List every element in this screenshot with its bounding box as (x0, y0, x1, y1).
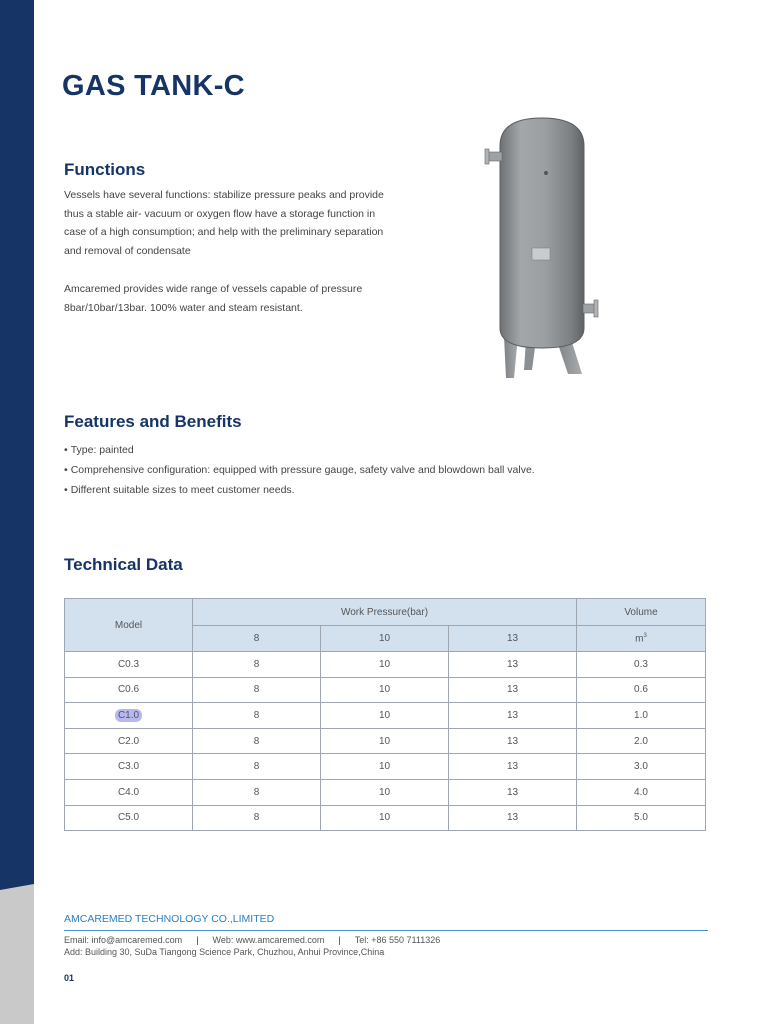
features-heading: Features and Benefits (64, 412, 242, 431)
feature-item-sizes: • Different suitable sizes to meet customer needs. (64, 484, 295, 496)
cell-p8: 8 (193, 754, 321, 780)
cell-p8: 8 (193, 677, 321, 703)
cell-p10: 10 (321, 805, 449, 831)
cell-model: C0.3 (65, 652, 193, 678)
cell-volume: 3.0 (577, 754, 706, 780)
cell-p10: 10 (321, 652, 449, 678)
footer-email: Email: info@amcaremed.com (64, 935, 183, 945)
cell-volume: 4.0 (577, 779, 706, 805)
header-work-pressure: Work Pressure(bar) (193, 599, 577, 626)
technical-data-table (64, 598, 706, 831)
cell-model: C5.0 (65, 805, 193, 831)
cell-p13: 13 (449, 677, 577, 703)
cell-p10: 10 (321, 754, 449, 780)
footer-address: Add: Building 30, SuDa Tiangong Science Park, Chuzhou, Anhui Province,China (64, 947, 385, 957)
header-volume: Volume (577, 599, 706, 626)
cell-p8: 8 (193, 779, 321, 805)
cell-volume: 5.0 (577, 805, 706, 831)
cell-p13: 13 (449, 652, 577, 678)
functions-paragraph-1: Vessels have several functions: stabilize pressure peaks and provide thus a stable air- vacuum or oxygen flow have a storage function in case of a high consumption; and help with the preliminary separation and removal of condensate (64, 189, 384, 258)
cell-volume: 2.0 (577, 728, 706, 754)
table-row (65, 728, 706, 754)
sidebar-blue-band (0, 0, 34, 1024)
cell-model: C4.0 (65, 779, 193, 805)
cell-p13: 13 (449, 805, 577, 831)
header-pressure-8: 8 (193, 626, 321, 652)
cell-p10: 10 (321, 703, 449, 729)
functions-paragraph-2: Amcaremed provides wide range of vessels capable of pressure 8bar/10bar/13bar. 100% water and steam resistant. (64, 283, 363, 314)
page-number: 01 (64, 973, 75, 983)
cell-p8: 8 (193, 805, 321, 831)
cell-model (65, 703, 193, 729)
cell-volume: 0.3 (577, 652, 706, 678)
highlighted-model: C1.0 (115, 709, 142, 722)
table-row (65, 703, 706, 729)
cell-p8: 8 (193, 652, 321, 678)
technical-data-heading: Technical Data (64, 555, 183, 574)
header-pressure-10: 10 (321, 626, 449, 652)
footer-company-name: AMCAREMED TECHNOLOGY CO.,LIMITED (64, 913, 275, 925)
sidebar-band (0, 0, 34, 1024)
cell-model: C0.6 (65, 677, 193, 703)
footer-divider (64, 930, 708, 931)
header-model: Model (65, 599, 193, 652)
functions-heading: Functions (64, 160, 146, 179)
table-row (65, 754, 706, 780)
cell-model: C3.0 (65, 754, 193, 780)
cell-p10: 10 (321, 728, 449, 754)
cell-p13: 13 (449, 703, 577, 729)
footer-web: Web: www.amcaremed.com (212, 935, 325, 945)
cell-volume: 0.6 (577, 677, 706, 703)
table-row (65, 805, 706, 831)
cell-p10: 10 (321, 779, 449, 805)
cell-model: C2.0 (65, 728, 193, 754)
cell-p13: 13 (449, 728, 577, 754)
footer-separator: | (338, 935, 341, 945)
footer-tel: Tel: +86 550 7111326 (354, 935, 441, 945)
features-list (64, 441, 535, 501)
header-volume-unit: $m^3$ (577, 626, 706, 652)
page-title: GAS TANK-C (62, 70, 245, 102)
table-row (65, 677, 706, 703)
cell-p10: 10 (321, 677, 449, 703)
feature-item-type: • Type: painted (64, 444, 134, 456)
footer-contact (64, 934, 440, 958)
cell-p13: 13 (449, 779, 577, 805)
table-row (65, 652, 706, 678)
feature-item-configuration: • Comprehensive configuration: equipped with pressure gauge, safety valve and blowdown ball valve. (64, 464, 535, 476)
header-pressure-13: 13 (449, 626, 577, 652)
table-row (65, 779, 706, 805)
cell-p13: 13 (449, 754, 577, 780)
footer-separator: | (196, 935, 199, 945)
cell-p8: 8 (193, 728, 321, 754)
gas-tank-image (472, 108, 608, 383)
cell-p8: 8 (193, 703, 321, 729)
cell-volume: 1.0 (577, 703, 706, 729)
